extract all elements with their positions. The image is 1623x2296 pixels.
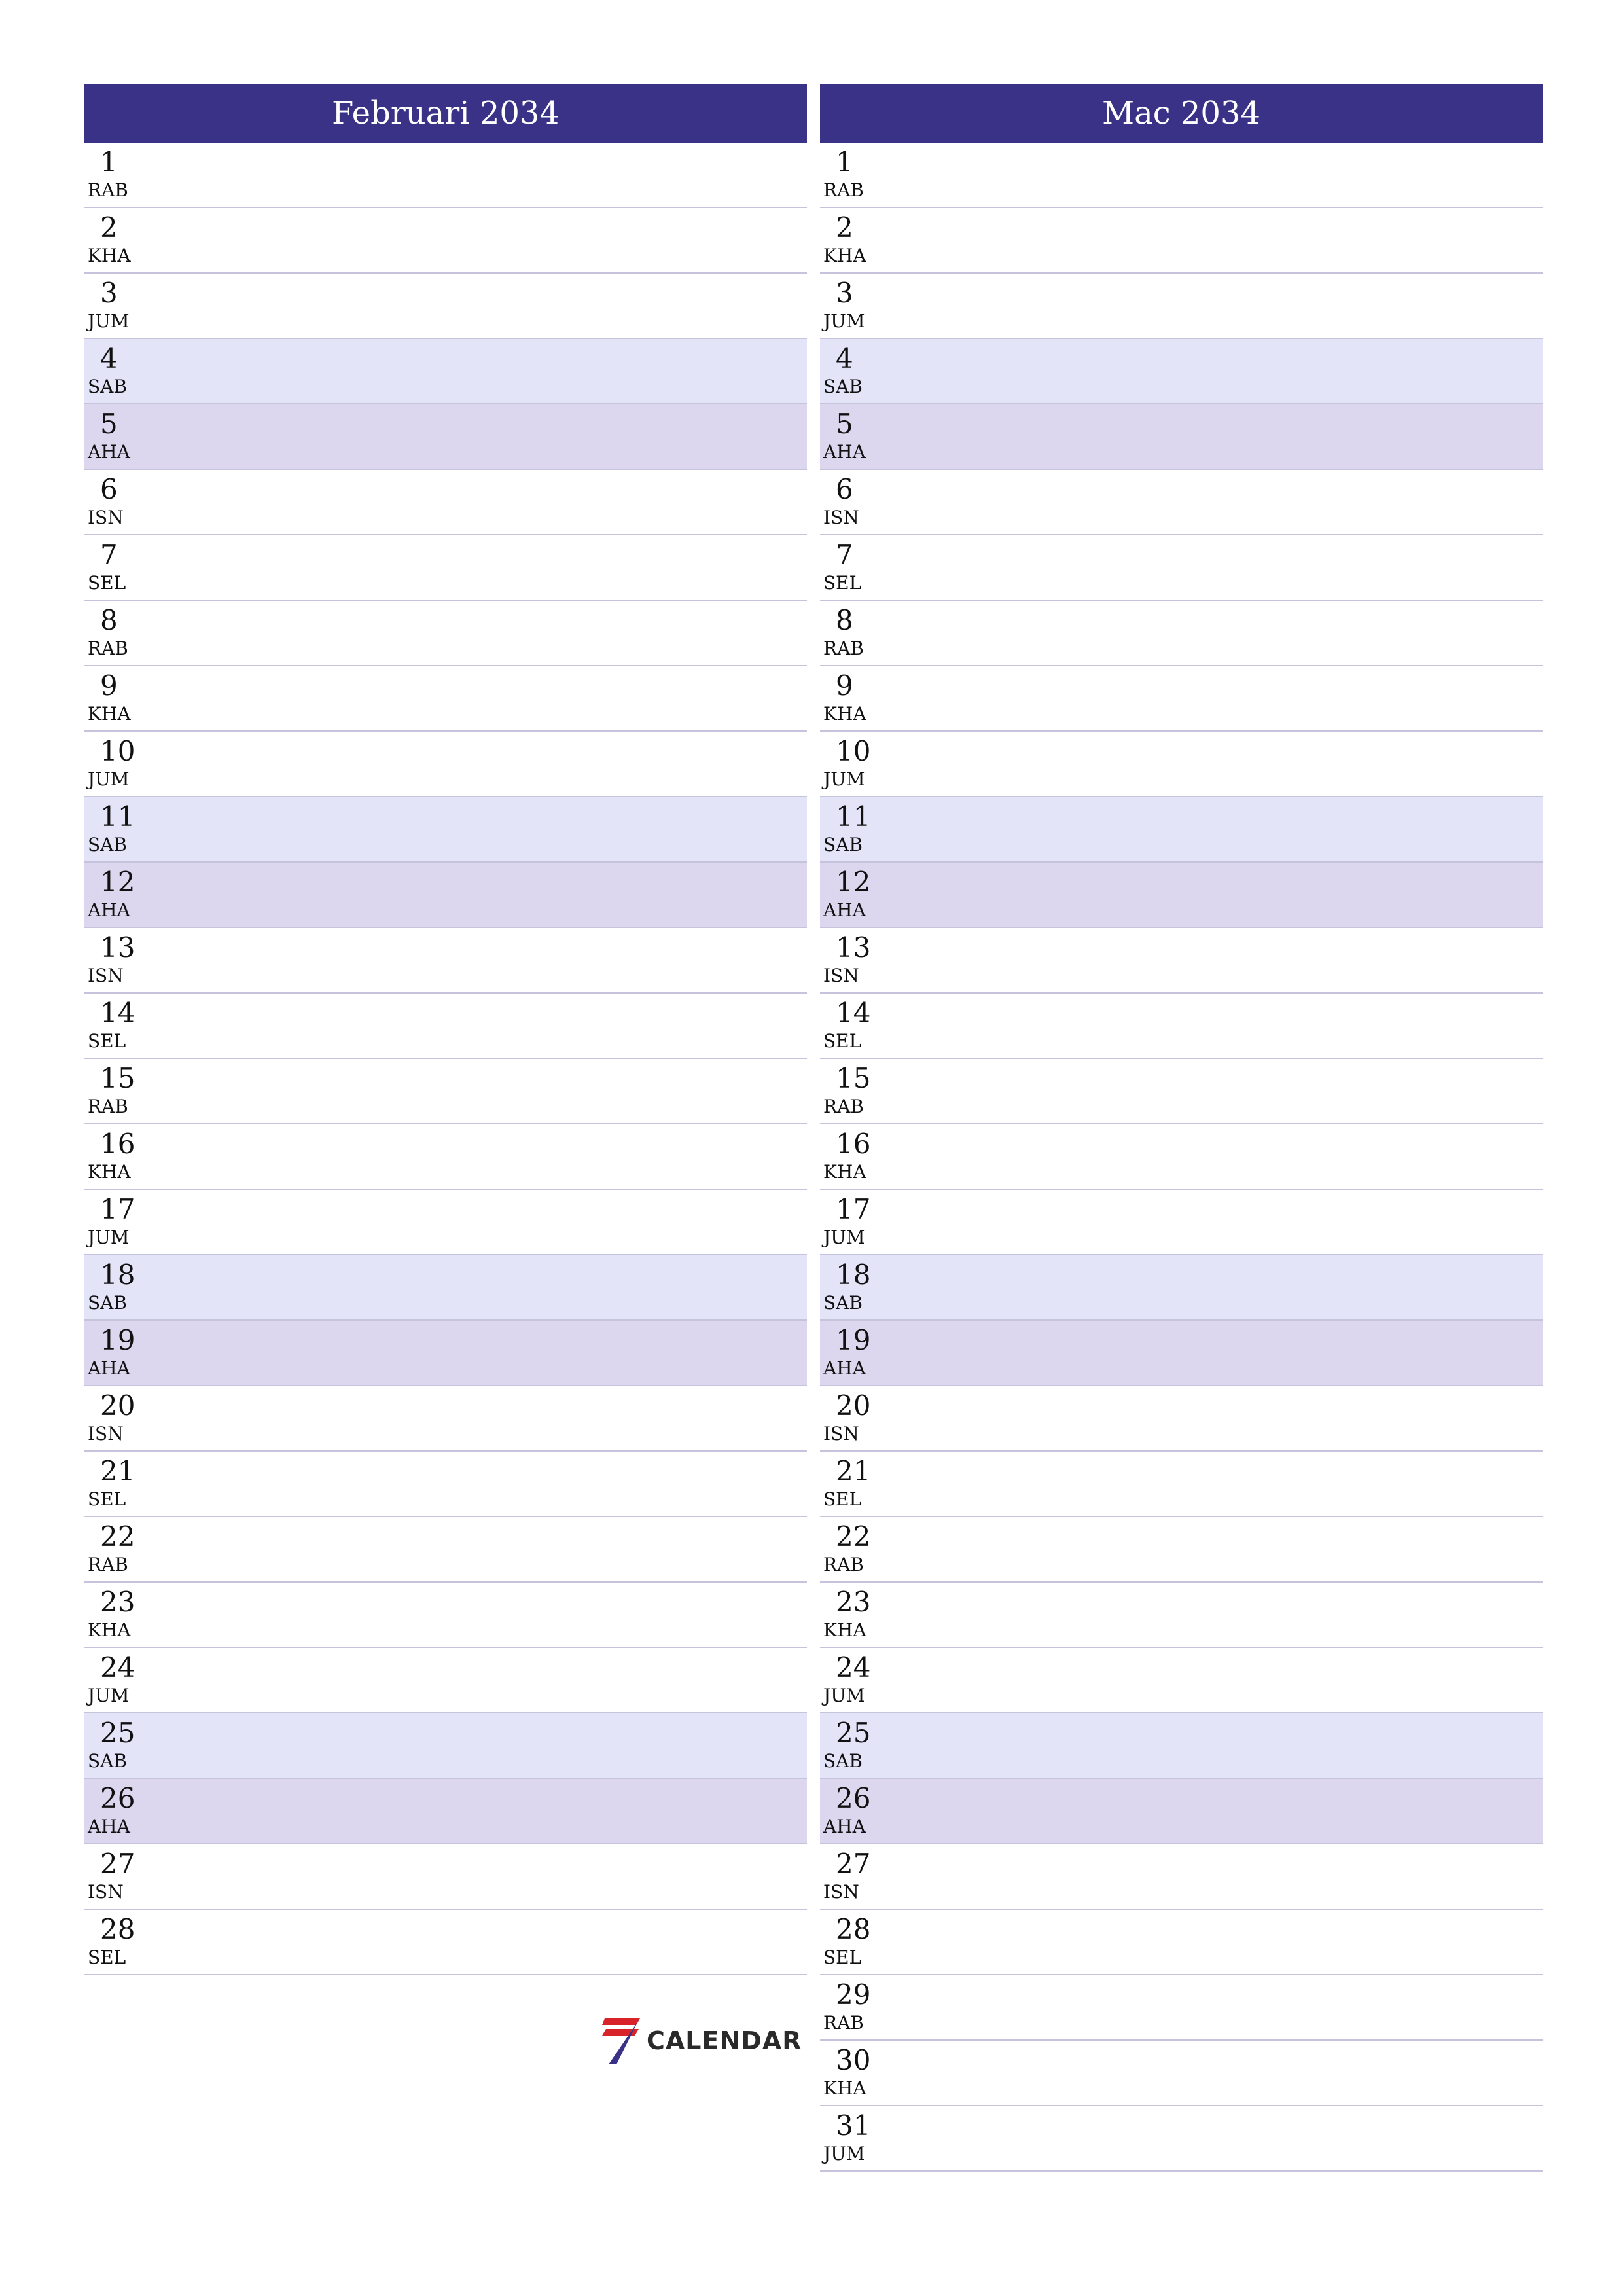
day-row	[820, 1648, 1543, 1713]
day-row	[820, 1059, 1543, 1124]
day-number: 5	[836, 408, 853, 440]
day-number: 21	[100, 1455, 135, 1487]
logo-text: CALENDAR	[647, 2026, 802, 2055]
day-name: ISN	[823, 1881, 859, 1903]
day-row	[820, 1386, 1543, 1452]
day-name: JUM	[88, 1685, 130, 1706]
month-title: Mac 2034	[820, 84, 1543, 143]
day-number: 6	[100, 473, 118, 505]
month-title: Februari 2034	[84, 84, 807, 143]
calendar-logo	[602, 2015, 802, 2067]
day-number: 26	[836, 1782, 871, 1814]
day-number: 19	[836, 1324, 871, 1356]
day-name: ISN	[823, 965, 859, 986]
day-number: 15	[100, 1062, 135, 1094]
day-number: 18	[836, 1259, 871, 1291]
day-row	[820, 797, 1543, 863]
day-name: AHA	[88, 1357, 130, 1379]
day-row	[820, 2106, 1543, 2172]
day-name: SEL	[823, 1030, 862, 1052]
month-march	[820, 84, 1543, 2172]
day-number: 27	[836, 1848, 871, 1880]
day-number: 31	[836, 2109, 871, 2142]
day-name: SEL	[823, 1488, 862, 1510]
day-name: SAB	[823, 376, 863, 397]
day-number: 14	[836, 997, 871, 1029]
day-number: 4	[836, 342, 853, 374]
day-row	[820, 863, 1543, 928]
day-name: JUM	[88, 310, 130, 332]
day-name: RAB	[88, 1096, 128, 1117]
day-name: SAB	[823, 1292, 863, 1314]
day-name: JUM	[823, 2143, 865, 2164]
day-name: KHA	[88, 703, 131, 725]
day-name: SEL	[88, 1030, 126, 1052]
day-row	[84, 1844, 807, 1910]
day-row	[84, 1713, 807, 1779]
day-row	[820, 1844, 1543, 1910]
day-row	[820, 208, 1543, 274]
day-row	[84, 470, 807, 535]
day-number: 8	[100, 604, 118, 636]
day-number: 22	[100, 1520, 135, 1552]
day-row	[820, 339, 1543, 404]
day-number: 9	[836, 670, 853, 702]
day-name: KHA	[823, 245, 866, 266]
day-row	[820, 274, 1543, 339]
day-number: 23	[836, 1586, 871, 1618]
day-name: SEL	[88, 1488, 126, 1510]
day-row	[84, 1255, 807, 1321]
day-list	[820, 143, 1543, 2172]
day-name: SAB	[88, 376, 127, 397]
day-row	[84, 143, 807, 208]
month-february	[84, 84, 807, 1975]
day-name: ISN	[823, 507, 859, 528]
day-number: 10	[100, 735, 135, 767]
day-name: JUM	[823, 310, 865, 332]
day-name: ISN	[88, 507, 124, 528]
day-row	[820, 535, 1543, 601]
day-name: KHA	[823, 1161, 866, 1183]
day-number: 13	[836, 931, 871, 963]
day-number: 19	[100, 1324, 135, 1356]
day-row	[84, 1452, 807, 1517]
day-row	[820, 2041, 1543, 2106]
day-name: KHA	[823, 1619, 866, 1641]
day-number: 2	[836, 211, 853, 243]
day-number: 6	[836, 473, 853, 505]
day-number: 16	[836, 1128, 871, 1160]
day-number: 17	[836, 1193, 871, 1225]
day-name: SEL	[823, 572, 862, 594]
day-name: KHA	[88, 245, 131, 266]
day-name: SAB	[88, 1750, 127, 1772]
day-row	[820, 732, 1543, 797]
day-number: 29	[836, 1979, 871, 2011]
day-name: AHA	[823, 1816, 866, 1837]
day-row	[84, 601, 807, 666]
day-number: 7	[836, 539, 853, 571]
day-row	[84, 1910, 807, 1975]
day-row	[820, 1452, 1543, 1517]
day-row	[820, 143, 1543, 208]
day-number: 25	[836, 1717, 871, 1749]
day-name: RAB	[88, 637, 128, 659]
day-name: JUM	[823, 1227, 865, 1248]
day-number: 1	[836, 146, 853, 178]
day-row	[84, 339, 807, 404]
day-number: 10	[836, 735, 871, 767]
day-number: 1	[100, 146, 118, 178]
day-row	[820, 1124, 1543, 1190]
day-name: JUM	[88, 768, 130, 790]
day-name: ISN	[88, 965, 124, 986]
day-number: 12	[100, 866, 135, 898]
day-row	[84, 863, 807, 928]
day-row	[820, 1255, 1543, 1321]
day-number: 26	[100, 1782, 135, 1814]
seven-logo-icon	[602, 2015, 641, 2067]
day-number: 28	[836, 1913, 871, 1945]
day-name: RAB	[823, 2012, 864, 2034]
day-name: KHA	[823, 703, 866, 725]
day-name: SAB	[88, 834, 127, 855]
day-number: 8	[836, 604, 853, 636]
day-row	[820, 1321, 1543, 1386]
day-row	[820, 1975, 1543, 2041]
day-number: 24	[836, 1651, 871, 1683]
day-row	[84, 994, 807, 1059]
day-name: JUM	[88, 1227, 130, 1248]
day-number: 23	[100, 1586, 135, 1618]
day-row	[820, 404, 1543, 470]
day-number: 16	[100, 1128, 135, 1160]
day-name: RAB	[823, 637, 864, 659]
day-name: JUM	[823, 768, 865, 790]
day-number: 5	[100, 408, 118, 440]
day-number: 21	[836, 1455, 871, 1487]
day-name: SEL	[88, 1946, 126, 1968]
day-name: SAB	[823, 1750, 863, 1772]
day-name: RAB	[88, 1554, 128, 1575]
day-number: 17	[100, 1193, 135, 1225]
day-row	[84, 1124, 807, 1190]
day-name: KHA	[823, 2077, 866, 2099]
day-number: 14	[100, 997, 135, 1029]
day-number: 25	[100, 1717, 135, 1749]
day-name: ISN	[88, 1423, 124, 1444]
day-number: 9	[100, 670, 118, 702]
day-name: RAB	[823, 1096, 864, 1117]
day-row	[820, 994, 1543, 1059]
day-row	[84, 208, 807, 274]
day-row	[820, 1713, 1543, 1779]
day-number: 18	[100, 1259, 135, 1291]
day-name: ISN	[88, 1881, 124, 1903]
day-name: AHA	[823, 899, 866, 921]
day-row	[84, 1517, 807, 1583]
day-row	[820, 601, 1543, 666]
day-number: 7	[100, 539, 118, 571]
day-name: SEL	[823, 1946, 862, 1968]
day-number: 3	[100, 277, 118, 309]
day-number: 11	[100, 800, 135, 833]
day-row	[820, 470, 1543, 535]
day-number: 12	[836, 866, 871, 898]
day-name: AHA	[823, 441, 866, 463]
day-row	[84, 404, 807, 470]
day-list	[84, 143, 807, 1975]
day-number: 11	[836, 800, 871, 833]
day-name: RAB	[88, 179, 128, 201]
day-number: 3	[836, 277, 853, 309]
day-number: 20	[836, 1390, 871, 1422]
day-name: AHA	[823, 1357, 866, 1379]
day-row	[820, 1190, 1543, 1255]
day-number: 15	[836, 1062, 871, 1094]
day-name: RAB	[823, 179, 864, 201]
day-name: RAB	[823, 1554, 864, 1575]
day-name: AHA	[88, 441, 130, 463]
day-row	[84, 274, 807, 339]
day-row	[84, 1648, 807, 1713]
day-row	[820, 1910, 1543, 1975]
day-name: AHA	[88, 899, 130, 921]
day-number: 30	[836, 2044, 871, 2076]
day-row	[84, 928, 807, 994]
day-number: 2	[100, 211, 118, 243]
day-row	[84, 1190, 807, 1255]
day-name: SAB	[823, 834, 863, 855]
day-name: SEL	[88, 572, 126, 594]
day-name: ISN	[823, 1423, 859, 1444]
day-name: JUM	[823, 1685, 865, 1706]
day-name: KHA	[88, 1619, 131, 1641]
day-number: 4	[100, 342, 118, 374]
day-row	[84, 535, 807, 601]
day-number: 22	[836, 1520, 871, 1552]
day-row	[820, 1583, 1543, 1648]
day-row	[84, 1386, 807, 1452]
day-row	[820, 1779, 1543, 1844]
day-name: KHA	[88, 1161, 131, 1183]
day-number: 24	[100, 1651, 135, 1683]
day-row	[820, 1517, 1543, 1583]
day-row	[84, 1779, 807, 1844]
day-row	[84, 732, 807, 797]
day-number: 28	[100, 1913, 135, 1945]
day-row	[820, 666, 1543, 732]
day-row	[84, 666, 807, 732]
day-row	[84, 797, 807, 863]
day-number: 20	[100, 1390, 135, 1422]
day-name: AHA	[88, 1816, 130, 1837]
day-row	[84, 1583, 807, 1648]
day-number: 13	[100, 931, 135, 963]
day-name: SAB	[88, 1292, 127, 1314]
day-row	[84, 1059, 807, 1124]
day-row	[84, 1321, 807, 1386]
day-number: 27	[100, 1848, 135, 1880]
day-row	[820, 928, 1543, 994]
